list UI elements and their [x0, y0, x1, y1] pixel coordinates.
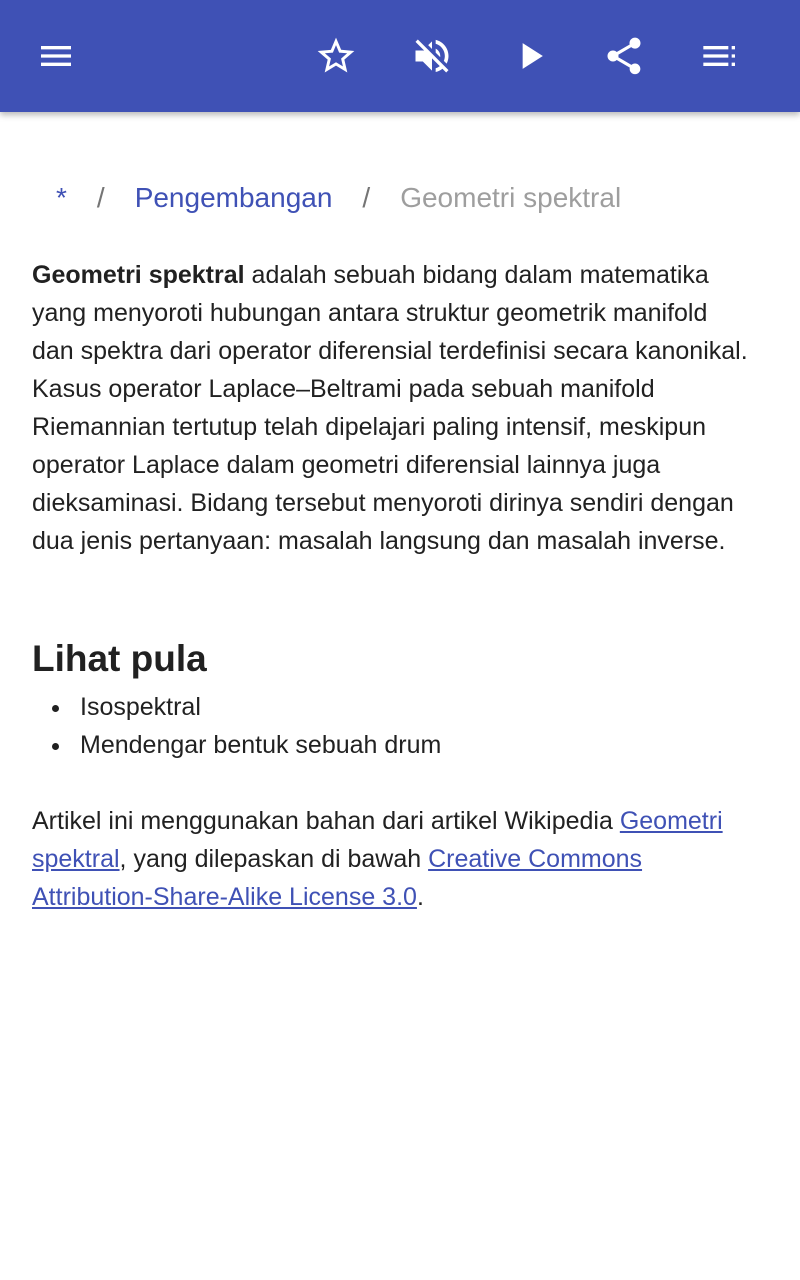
breadcrumb-home[interactable]: * [56, 182, 67, 213]
menu-button[interactable] [28, 28, 84, 84]
share-button[interactable] [596, 28, 652, 84]
breadcrumb-parent[interactable]: Pengembangan [134, 182, 333, 213]
article-paragraph [32, 256, 756, 560]
breadcrumb-separator: / [96, 182, 105, 213]
contents-button[interactable] [692, 28, 748, 84]
play-icon [508, 34, 552, 78]
list-icon [700, 36, 740, 76]
share-icon [602, 34, 646, 78]
menu-icon [36, 36, 76, 76]
list-item: Isospektral [32, 688, 441, 726]
breadcrumb-current: Geometri spektral [400, 182, 622, 213]
list-item: Mendengar bentuk sebuah drum [32, 726, 441, 764]
see-also-list [32, 688, 441, 764]
license-link[interactable]: Creative Commons Attribution-Share-Alike License 3.0 [32, 845, 643, 911]
app-bar [0, 0, 800, 112]
article-body: adalah sebuah bidang dalam matematika yang menyoroti hubungan antara struktur geometrik manifold dan spektra dari operator diferensial terdefinisi secara kanonikal. Kasus operator Laplace–Beltrami pada sebuah manifold Riemannian tertutup telah dipelajari paling intensif, meskipun operator Laplace dalam geometri diferensial lainnya juga dieksaminasi. Bidang tersebut menyoroti dirinya sendiri dengan dua jenis pertanyaan: masalah langsung dan masalah inverse. [32, 261, 748, 555]
play-button[interactable] [502, 28, 558, 84]
bookmark-button[interactable] [308, 28, 364, 84]
mute-button[interactable] [404, 28, 460, 84]
attribution-suffix: . [416, 883, 424, 911]
attribution-prefix: Artikel ini menggunakan bahan dari artikel Wikipedia [32, 807, 620, 835]
breadcrumb-separator: / [362, 182, 371, 213]
breadcrumb [56, 180, 621, 216]
attribution-middle: , yang dilepaskan di bawah [119, 845, 429, 873]
wikipedia-article-link[interactable]: Geometri spektral [32, 807, 723, 873]
see-also-heading: Lihat pula [32, 638, 207, 679]
article-term: Geometri spektral [32, 261, 245, 289]
volume-off-icon [410, 34, 454, 78]
star-icon [314, 34, 358, 78]
attribution [32, 802, 756, 916]
